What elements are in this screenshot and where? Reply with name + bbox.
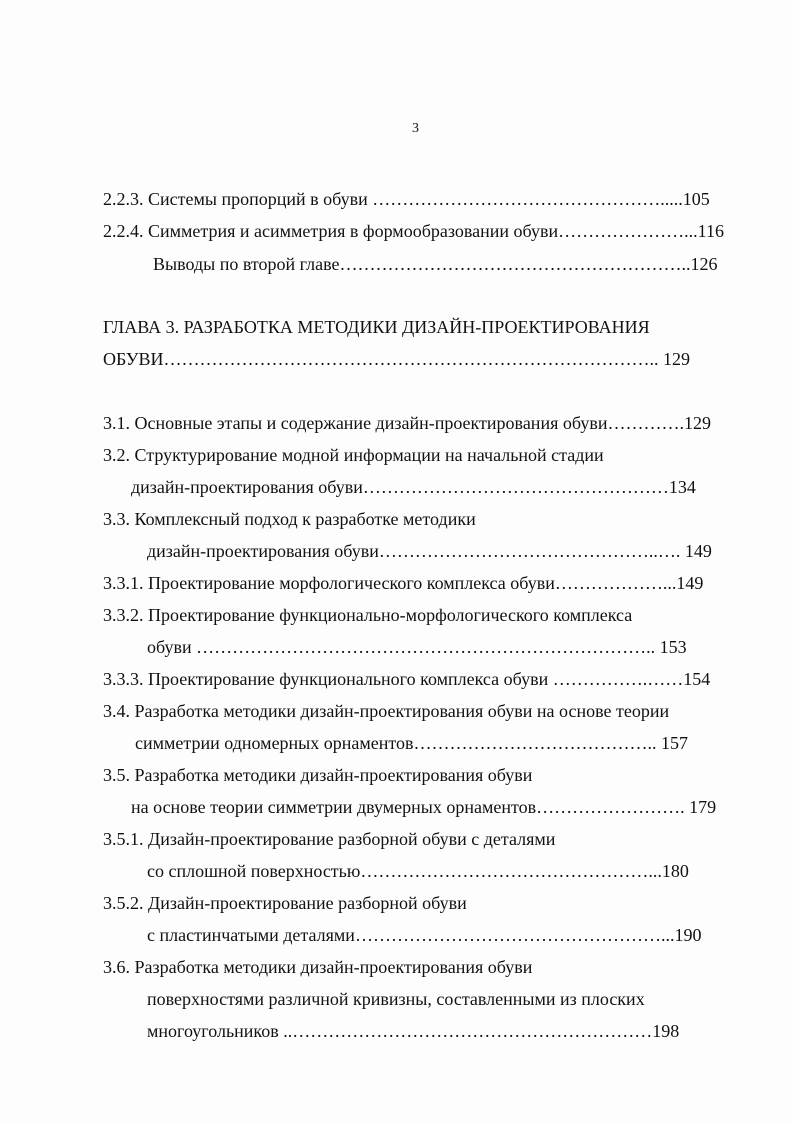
toc-entry-3-5-2-line1: 3.5.2. Дизайн-проектирование разборной обуви xyxy=(103,893,467,913)
toc-entry-2-2-4: 2.2.4. Симметрия и асимметрия в формообразовании обуви…………………...116 xyxy=(103,221,724,241)
toc-entry-3-3-2-line2: обуви ………………………………………………………………….. 153 xyxy=(147,637,687,657)
toc-entry-3-2-line2: дизайн-проектирования обуви……………………………………………134 xyxy=(131,477,696,497)
toc-entry-3-4-line1: 3.4. Разработка методики дизайн-проектирования обуви на основе теории xyxy=(103,701,670,721)
toc-entry-3-4-line2: симметрии одномерных орнаментов………………………………….. 157 xyxy=(135,733,689,753)
toc-entry-3-5-1-line1: 3.5.1. Дизайн-проектирование разборной обуви с деталями xyxy=(103,829,556,849)
chapter-3-heading-line1: ГЛАВА 3. РАЗРАБОТКА МЕТОДИКИ ДИЗАЙН-ПРОЕКТИРОВАНИЯ xyxy=(103,317,650,337)
toc-entry-3-3-2-line1: 3.3.2. Проектирование функционально-морфологического комплекса xyxy=(103,605,633,625)
toc-entry-3-5-line2: на основе теории симметрии двумерных орнаментов……………………. 179 xyxy=(131,797,717,817)
toc-entry-3-5-2-line2: с пластинчатыми деталями……………………………………………...190 xyxy=(147,925,702,945)
chapter-3-heading-line2: ОБУВИ……………………………………………………………………….. 129 xyxy=(103,349,690,369)
toc-entry-3-3-line2: дизайн-проектирования обуви………………………………………..…. 149 xyxy=(147,541,712,561)
toc-entry-conclusions-ch2: Выводы по второй главе…………………………………………………..126 xyxy=(153,254,718,274)
toc-entry-3-6-line1: 3.6. Разработка методики дизайн-проектирования обуви xyxy=(103,957,533,977)
toc-entry-3-3-line1: 3.3. Комплексный подход к разработке методики xyxy=(103,509,476,529)
toc-entry-3-1: 3.1. Основные этапы и содержание дизайн-проектирования обуви………….129 xyxy=(103,413,711,433)
toc-entry-3-6-line3: многоугольников ..……………………………………………………198 xyxy=(147,1021,680,1041)
toc-entry-3-2-line1: 3.2. Структурирование модной информации на начальной стадии xyxy=(103,445,604,465)
page-number: 3 xyxy=(412,121,419,136)
toc-entry-2-2-3: 2.2.3. Системы пропорций в обуви ………………………………………….....105 xyxy=(103,189,710,209)
toc-entry-3-5-line1: 3.5. Разработка методики дизайн-проектирования обуви xyxy=(103,765,533,785)
toc-entry-3-6-line2: поверхностями различной кривизны, составленными из плоских xyxy=(147,989,645,1009)
toc-entry-3-3-3: 3.3.3. Проектирование функционального комплекса обуви …………….……154 xyxy=(103,669,711,689)
toc-entry-3-5-1-line2: со сплошной поверхностью…………………………………………...180 xyxy=(147,861,689,881)
toc-entry-3-3-1: 3.3.1. Проектирование морфологического комплекса обуви………………...149 xyxy=(103,573,704,593)
